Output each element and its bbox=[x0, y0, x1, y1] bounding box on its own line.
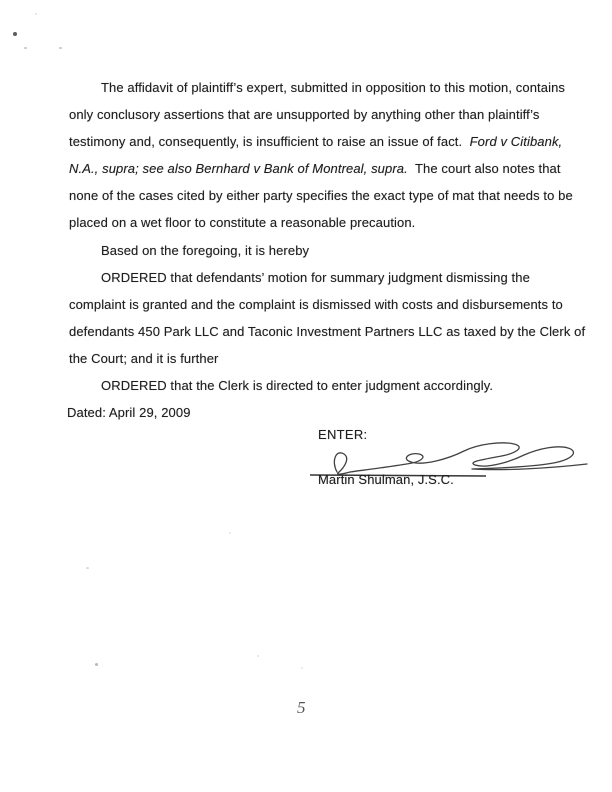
body-line: N.A., supra; see also Bernhard v Bank of Montreal, supra. The court also notes that bbox=[69, 161, 561, 177]
body-line: ORDERED that the Clerk is directed to enter judgment accordingly. bbox=[101, 378, 494, 394]
body-line: only conclusory assertions that are unsupported by anything other than plaintiff’s bbox=[69, 107, 540, 123]
body-line: ORDERED that defendants’ motion for summary judgment dismissing the bbox=[101, 269, 530, 285]
scan-speck bbox=[13, 32, 17, 36]
body-line: defendants 450 Park LLC and Taconic Investment Partners LLC as taxed by the Clerk of bbox=[69, 323, 586, 339]
body-line: none of the cases cited by either party specifies the exact type of mat that needs to be bbox=[69, 188, 573, 204]
signature-scribble bbox=[334, 443, 587, 474]
scan-speck bbox=[301, 667, 303, 669]
scan-speck bbox=[95, 663, 98, 666]
scan-speck bbox=[257, 655, 259, 657]
scan-speck bbox=[229, 532, 231, 534]
page-number: 5 bbox=[297, 698, 306, 717]
scan-speck bbox=[35, 13, 37, 15]
body-line: complaint is granted and the complaint is dismissed with costs and disbursements to bbox=[69, 296, 563, 312]
dated-line: Dated: April 29, 2009 bbox=[67, 405, 191, 421]
enter-label: ENTER: bbox=[318, 427, 368, 442]
body-text bbox=[67, 74, 586, 426]
body-line: Based on the foregoing, it is hereby bbox=[101, 242, 310, 258]
signature-name: Martin Shulman, J.S.C. bbox=[318, 472, 454, 487]
body-line: placed on a wet floor to constitute a reasonable precaution. bbox=[69, 215, 416, 231]
body-line: the Court; and it is further bbox=[69, 350, 219, 366]
scan-speck bbox=[24, 47, 27, 49]
body-line: testimony and, consequently, is insufficient to raise an issue of fact. Ford v Citibank, bbox=[69, 134, 563, 150]
body-line: The affidavit of plaintiff’s expert, submitted in opposition to this motion, contains bbox=[101, 80, 565, 95]
scan-speck bbox=[59, 47, 62, 49]
scan-speck bbox=[86, 567, 89, 569]
